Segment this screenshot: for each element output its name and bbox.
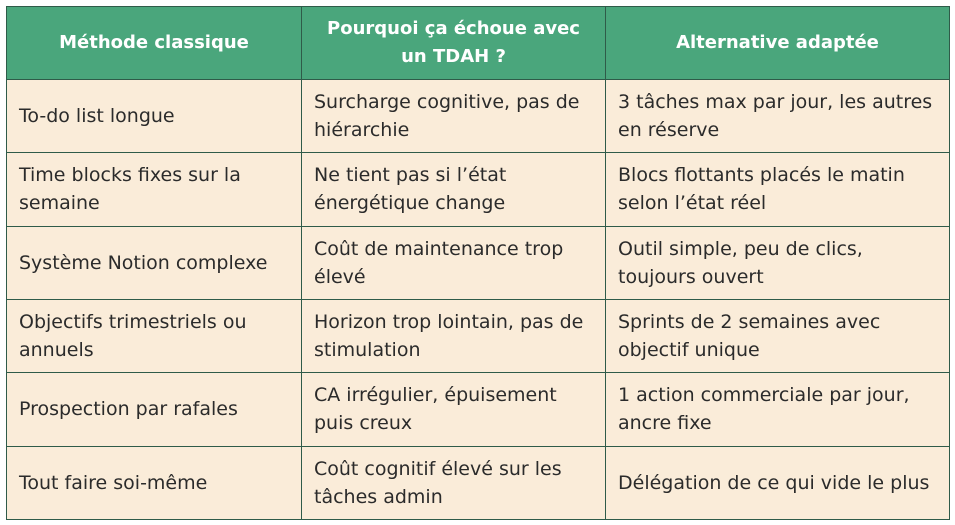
table-header xyxy=(7,7,950,80)
cell-why-fails: Coût de maintenance trop élevé xyxy=(302,226,606,299)
cell-alternative: Délégation de ce qui vide le plus xyxy=(606,446,950,519)
cell-classic-method: Système Notion complexe xyxy=(7,226,302,299)
cell-alternative: Sprints de 2 semaines avec objectif unique xyxy=(606,299,950,372)
cell-classic-method: To-do list longue xyxy=(7,80,302,153)
table-row xyxy=(7,446,950,519)
table-row xyxy=(7,226,950,299)
cell-why-fails: Coût cognitif élevé sur les tâches admin xyxy=(302,446,606,519)
table-row xyxy=(7,299,950,372)
comparison-table-container xyxy=(6,6,949,520)
header-alternative: Alternative adaptée xyxy=(606,7,950,80)
cell-alternative: Outil simple, peu de clics, toujours ouvert xyxy=(606,226,950,299)
cell-alternative: 3 tâches max par jour, les autres en réserve xyxy=(606,80,950,153)
header-row xyxy=(7,7,950,80)
header-why-fails: Pourquoi ça échoue avec un TDAH ? xyxy=(302,7,606,80)
header-classic-method: Méthode classique xyxy=(7,7,302,80)
table-row xyxy=(7,153,950,226)
cell-why-fails: CA irrégulier, épuisement puis creux xyxy=(302,373,606,446)
cell-alternative: Blocs flottants placés le matin selon l’état réel xyxy=(606,153,950,226)
cell-classic-method: Prospection par rafales xyxy=(7,373,302,446)
cell-why-fails: Surcharge cognitive, pas de hiérarchie xyxy=(302,80,606,153)
cell-why-fails: Horizon trop lointain, pas de stimulation xyxy=(302,299,606,372)
comparison-table xyxy=(6,6,950,520)
table-row xyxy=(7,373,950,446)
table-row xyxy=(7,80,950,153)
cell-classic-method: Time blocks fixes sur la semaine xyxy=(7,153,302,226)
cell-why-fails: Ne tient pas si l’état énergétique change xyxy=(302,153,606,226)
cell-classic-method: Objectifs trimestriels ou annuels xyxy=(7,299,302,372)
table-body xyxy=(7,80,950,520)
cell-alternative: 1 action commerciale par jour, ancre fixe xyxy=(606,373,950,446)
cell-classic-method: Tout faire soi-même xyxy=(7,446,302,519)
